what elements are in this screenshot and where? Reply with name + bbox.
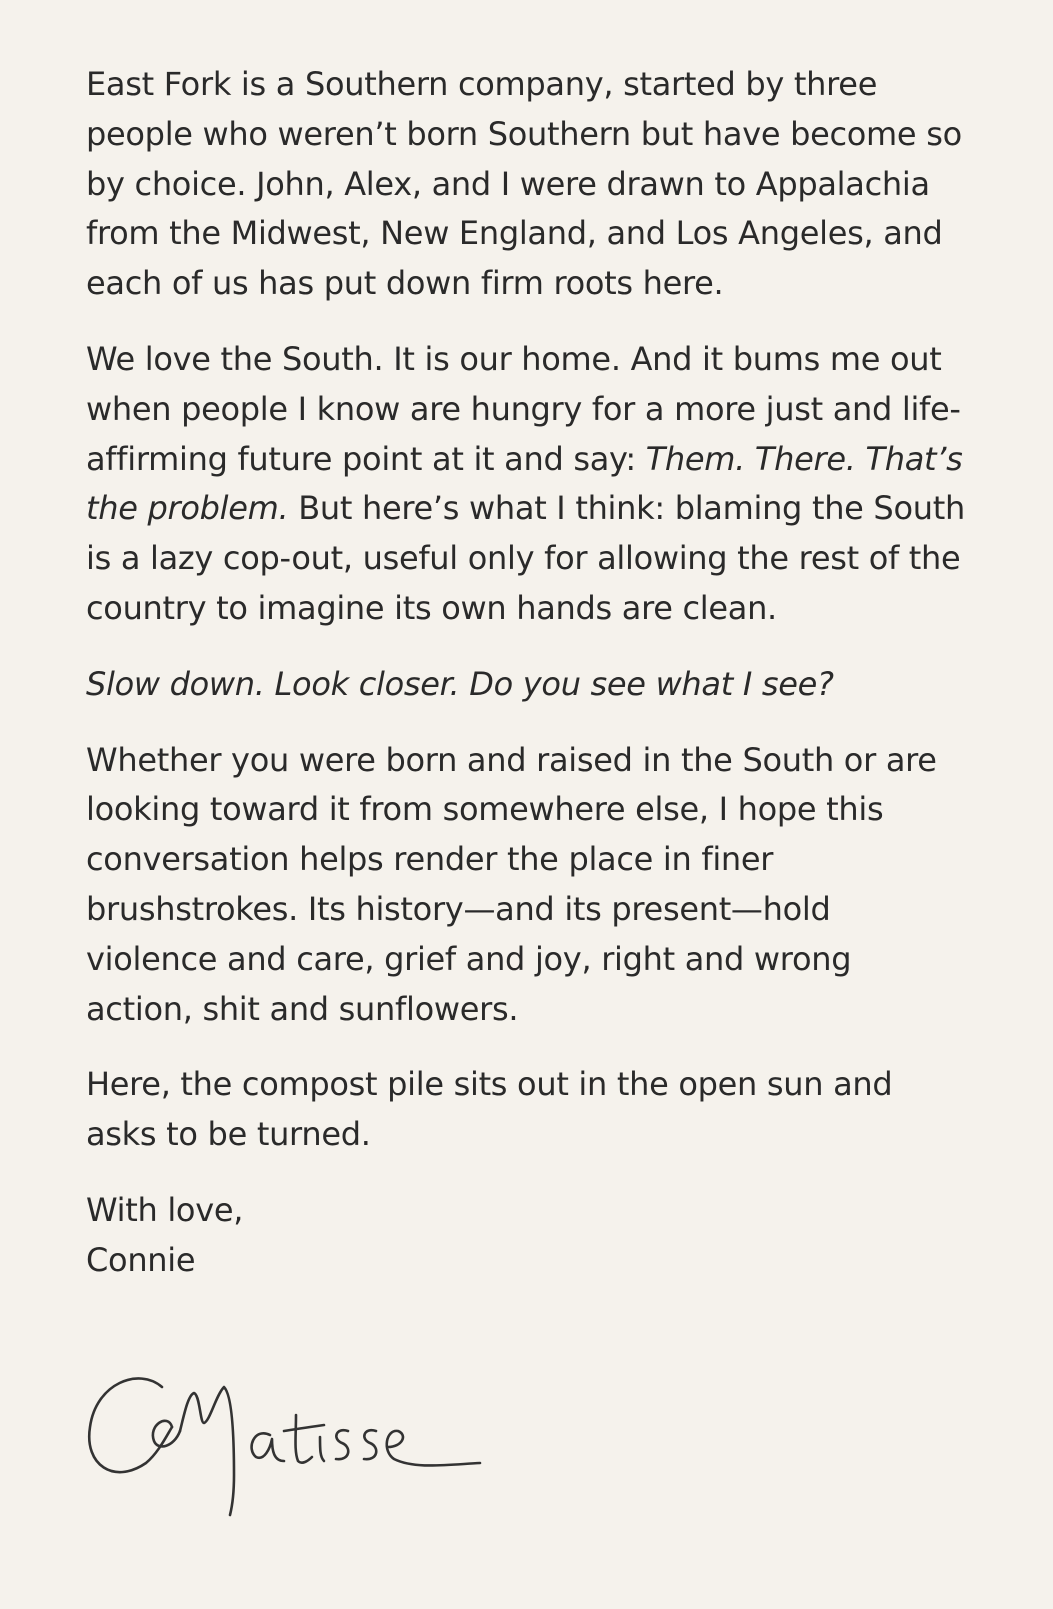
paragraph-compost: Here, the compost pile sits out in the open sun and asks to be turned.: [86, 1065, 893, 1154]
signature-drawing: [84, 1365, 484, 1525]
paragraph-conversation: Whether you were born and raised in the South or are looking toward it from somewhere else, I hope this conversation helps render the place in finer brushstrokes. Its history—and its present—hold violence and care, grief and joy, right and wrong action, shit and sunflowers.: [86, 740, 937, 1028]
paragraph-south-tail: But here’s what I think: blaming the South is a lazy cop-out, useful only for allowing the rest of the country to imagine its own hands are clean.: [86, 489, 965, 627]
paragraph-intro: East Fork is a Southern company, started by three people who weren’t born Southern but have become so by choice. John, Alex, and I were drawn to Appalachia from the Midwest, New England, and Los Angeles, and each of us has put down firm roots here.: [86, 65, 962, 303]
handwritten-signature: [84, 1365, 484, 1525]
paragraph-south-quote: Them. There. That’s the problem.: [86, 439, 963, 528]
closing-salutation: With love,: [86, 1190, 244, 1229]
closing-block: [86, 1186, 966, 1286]
paragraph-south: [86, 335, 966, 634]
paragraph-aside: Slow down. Look closer. Do you see what I see?: [86, 664, 834, 703]
letter-body: [86, 60, 966, 1286]
closing-name: Connie: [86, 1240, 196, 1279]
paragraph-south-lead: We love the South. It is our home. And it bums me out when people I know are hungry for a more just and life-affirming future point at it and say:: [86, 339, 961, 478]
